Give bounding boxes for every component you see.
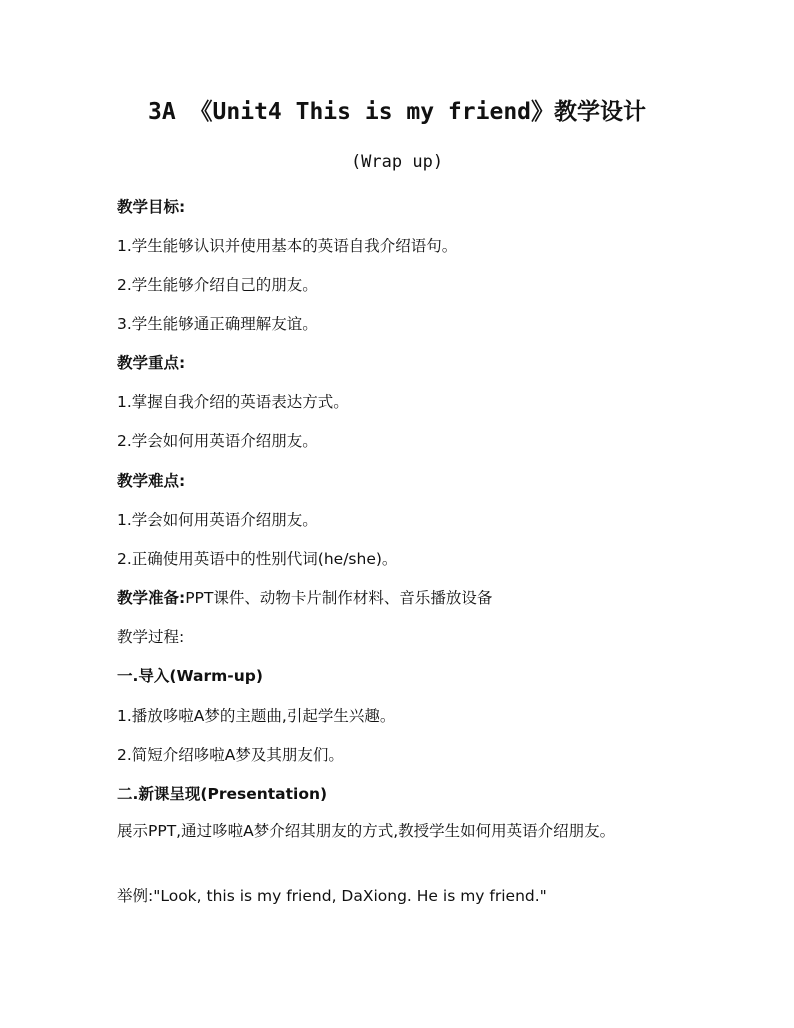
objective-item: 3.学生能够通正确理解友谊。 (117, 315, 318, 333)
objective-item: 1.学生能够认识并使用基本的英语自我介绍语句。 (117, 237, 458, 255)
preparation-text: PPT课件、动物卡片制作材料、音乐播放设备 (185, 589, 493, 607)
difficulty-item: 2.正确使用英语中的性别代词(he/she)。 (117, 550, 398, 568)
objectives-heading: 教学目标: (117, 198, 186, 216)
difficulty-item: 1.学会如何用英语介绍朋友。 (117, 511, 318, 529)
preparation-line (117, 586, 697, 610)
warm-up-heading: 一.导入(Warm-up) (117, 667, 263, 685)
document-title: 3A 《Unit4 This is my friend》教学设计 (147, 99, 647, 125)
difficulties-heading: 教学难点: (117, 472, 186, 490)
key-point-item: 2.学会如何用英语介绍朋友。 (117, 432, 318, 450)
document-subtitle: (Wrap up) (350, 152, 444, 172)
process-heading: 教学过程: (117, 628, 185, 646)
presentation-paragraph: 展示PPT,通过哆啦A梦介绍其朋友的方式,教授学生如何用英语介绍朋友。 (117, 822, 616, 840)
key-point-item: 1.掌握自我介绍的英语表达方式。 (117, 393, 349, 411)
preparation-heading: 教学准备: (117, 589, 186, 607)
warm-up-item: 1.播放哆啦A梦的主题曲,引起学生兴趣。 (117, 707, 396, 725)
warm-up-item: 2.简短介绍哆啦A梦及其朋友们。 (117, 746, 344, 764)
objective-item: 2.学生能够介绍自己的朋友。 (117, 276, 318, 294)
key-points-heading: 教学重点: (117, 354, 186, 372)
presentation-heading: 二.新课呈现(Presentation) (117, 785, 328, 803)
presentation-example: 举例:"Look, this is my friend, DaXiong. He is my friend." (117, 887, 547, 905)
